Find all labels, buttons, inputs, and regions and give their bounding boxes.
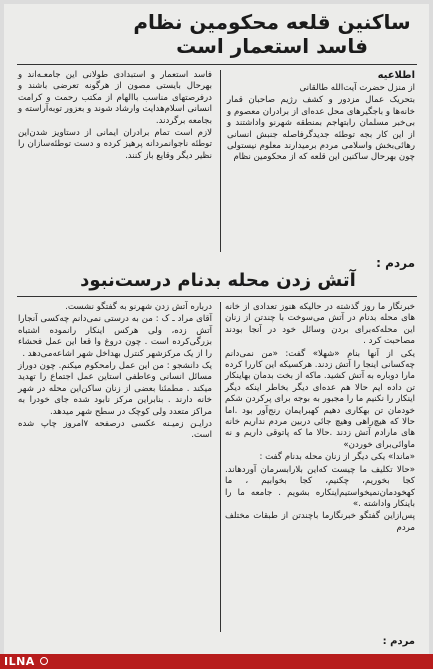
paragraph: یکی از آنها بنام «شهلا» گفت: «من نمی‌دانم چه‌کسانی اینجا را آتش زدند. هرکسیکه این کاررا کرده مارا دوباره به آتش کشید. ماکه از بخت بدمان بهاینکار تن داده ایم حالا هم عده‌ای دیگر بخاطر اینکه دیگر اینکار را نکنیم ما را مجبور به بوجه برای پرکردن شکم خودمان تن بهکاری دهیم کهبرایمان رنج‌آور بود .اما حالا که هیچ‌راهی وهیچ جائی دربین مردم نداریم خانه های مارادم آتش زدند .حالا ما که پاتوقی داریم و نه ماوائی‌برای خوردن» [225, 348, 415, 450]
announcement-title: اطلاعیه [377, 70, 415, 81]
article-right-column [225, 302, 415, 535]
divider [17, 64, 417, 65]
paragraph: یک دانشجو : من این عمل رامحکوم میکنم. چون دوراز مسائل انسانی وعاطفی استاین عمل اجتماع را تهدید میکند . مطمئنا بعضی از زنان ساکن‌این محله در شهر خانه دارند . بنابراین مرکز نابود شده جای خودرا به مراکز متعدد ولی کوچک در سطح شهر میدهد. [18, 361, 212, 417]
paragraph: لازم است تمام برادران ایمانی از دستاویز شدن‌این توطئه ناجوانمردانه پرهیز کرده و دست توطئه‌سازان را نظیر دیگر وقایع باز کنند. [18, 128, 212, 161]
paragraph: پس‌ازاین گفتگو خبرنگارما باچندتن از طبقات مختلف مردم [225, 511, 415, 533]
newspaper-clipping [4, 4, 429, 654]
paragraph: «ماندا» یکی دیگر از زنان محله بدنام گفت : [259, 452, 415, 463]
article-left-column [18, 302, 212, 443]
ilna-logo: ILNA [4, 655, 35, 668]
paragraph: خبرنگار ما روز گذشته در حالیکه هنوز تعدادی از خانه های محله بدنام در آتش می‌سوخت با چندتن از زنان این محله‌که‌برای بردن وسائل خود در آنجا بودند مصاحبت کرد . [225, 302, 415, 347]
logo-mark-icon [40, 657, 48, 665]
column-divider [220, 70, 221, 252]
announcement-left-column [18, 70, 212, 163]
paragraph: درباره آتش زدن شهرنو به گفتگو نشست. [65, 302, 212, 312]
paragraph: «حالا تکلیف ما چیست که‌این بلارابسرمان آوردهاند. کجا بخوریم، چکنیم، کجا بخوابیم ، ما کهخودمان‌نمیخواستیم‌اینکاره بشویم . جامعه ما را باینکار واداشته .» [225, 464, 415, 509]
article-headline: آتش زدن محله بدنام درست‌نبود [80, 270, 356, 291]
paragraph: بتحریک عمال مزدور و کشف رژیم صاحبان قمار خانه‌ها و باجگیرهای محل عده‌ای از برادران معصوم و بی‌خبر مسلمان رابتهاجم بمنطقه شهرنو واداشتند و از این کار بجه توطئه جدیدگرفاصله جنبش انسانی رهائی‌بخش واسلامی مردم برمیدارند معلوم نیستولی چون بهرحال ساکنین این قلعه که از محکومین نظام [227, 95, 415, 163]
divider [17, 296, 417, 297]
watermark-bar [0, 654, 433, 669]
main-headline-line2: فاسد استعمار است [176, 34, 368, 58]
paragraph: فاسد استعمار و استبدادی طولانی این جامعـه‌اند و بهرحال بایستی مصون از هرگونه تعرضی باشند و درفرصتهای مناسب باالهام از مکتب رحمت و کرامت انسانی اسلام‌هدایت وارشاد شوند و بعزور توبه‌آراسته و بجامعه برگردند. [18, 70, 212, 126]
main-headline-line1: ساکنین قلعه محکومین نظام [133, 10, 411, 34]
paragraph: درایـن زمیـنه عکسی درصفحه ۷امروز چاپ شده است. [18, 419, 212, 441]
paragraph: از منزل حضرت آیت‌الله طالقانی [299, 83, 415, 93]
people-label: مردم : [376, 256, 415, 270]
people-label-bottom: مردم : [382, 636, 415, 647]
main-headline [127, 10, 417, 58]
paragraph: آقای مراد ـ ک : من به درستی نمی‌دانم چه‌کسی آنجارا آتش زده، ولی هرکس اینکار رانموده‌ اشتباه بزرگی‌کرده است . چون دروغ وا قعا این عمل فحشاء را از یک مرکزشهر کنترل بهداخل شهر اشاعه‌می‌دهد . [18, 314, 212, 359]
column-divider [220, 302, 221, 632]
announcement-right-column [227, 83, 415, 165]
